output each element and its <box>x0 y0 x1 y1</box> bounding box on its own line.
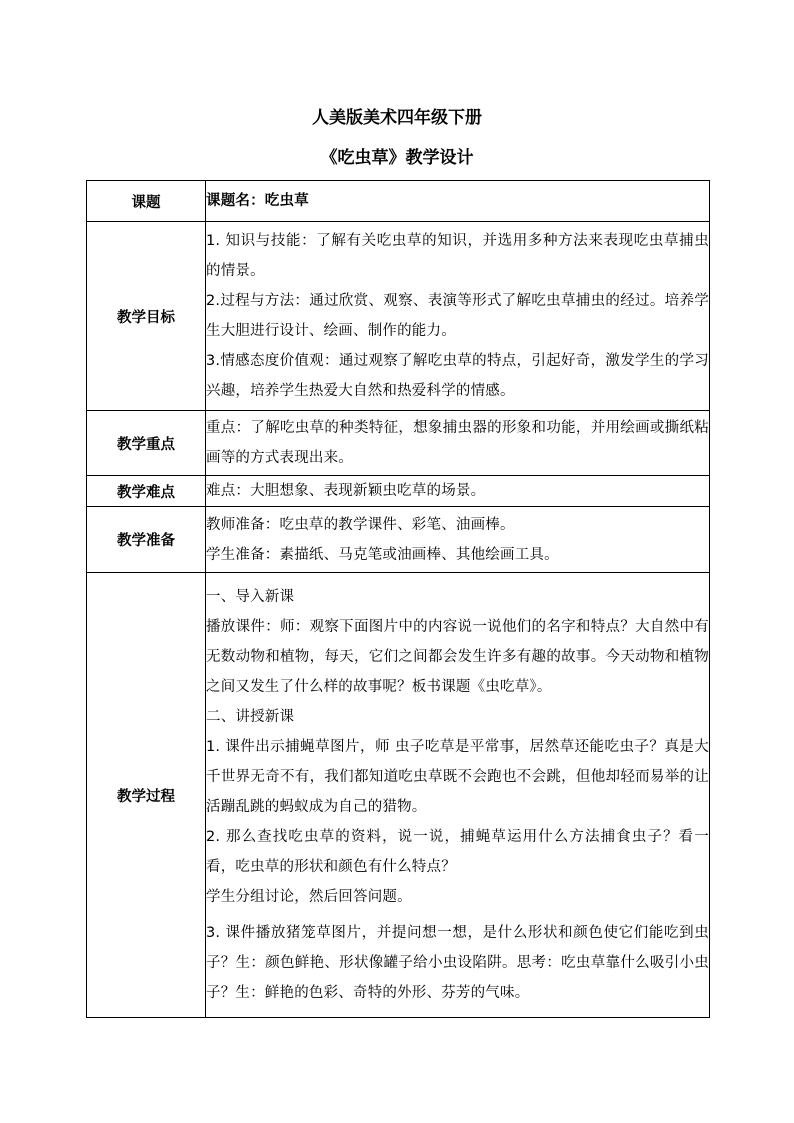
goal-item: 2.过程与方法：通过欣赏、观察、表演等形式了解吃虫草捕虫的经过。培养学生大胆进行设计、绘画、制作的能力。 <box>206 293 709 339</box>
focus-text: 重点：了解吃虫草的种类特征，想象捕虫器的形象和功能，并用绘画或撕纸粘画等的方式表现出来。 <box>206 420 709 466</box>
goals-label: 教学目标 <box>87 222 206 411</box>
prep-item: 学生准备：素描纸、马克笔或油画棒、其他绘画工具。 <box>206 546 559 563</box>
process-item: 二、讲授新课 <box>206 709 295 725</box>
difficulty-text: 难点：大胆想象、表现新颖虫吃草的场景。 <box>206 483 486 499</box>
focus-value <box>206 411 710 476</box>
topic-label: 课题 <box>87 181 206 222</box>
row-goals <box>87 222 710 411</box>
prep-content <box>206 507 710 573</box>
process-item: 1. 课件出示捕蝇草图片，师 虫子吃草是平常事，居然草还能吃虫子？真是大千世界无奇不有，我们都知道吃虫草既不会跑也不会跳，但他却轻而易举的让活蹦乱跳的蚂蚁成为自己的猎物。 <box>206 739 709 815</box>
goal-item: 3.情感态度价值观：通过观察了解吃虫草的特点，引起好奇，激发学生的学习兴趣，培养学生热爱大自然和热爱科学的情感。 <box>206 353 709 399</box>
goals-content <box>206 222 710 411</box>
difficulty-label: 教学难点 <box>87 476 206 507</box>
row-process <box>87 573 710 1018</box>
goal-item: 1. 知识与技能：了解有关吃虫草的知识，并选用多种方法来表现吃虫草捕虫的情景。 <box>206 233 709 279</box>
process-item: 3. 课件播放猪笼草图片，并提问想一想，是什么形状和颜色使它们能吃到虫子？生：颜色鲜艳、形状像罐子给小虫设陷阱。思考：吃虫草靠什么吸引小虫子？生：鲜艳的色彩、奇特的外形、芬芳的气味。 <box>206 925 709 1001</box>
difficulty-value <box>206 476 710 507</box>
topic-value: 课题名：吃虫草 <box>206 181 710 222</box>
process-item: 2. 那么查找吃虫草的资料，说一说，捕蝇草运用什么方法捕食虫子？看一看，吃虫草的形状和颜色有什么特点？ <box>206 829 709 875</box>
row-difficulty <box>87 476 710 507</box>
prep-label: 教学准备 <box>87 507 206 573</box>
process-item: 学生分组讨论，然后回答问题。 <box>206 889 412 905</box>
prep-item: 教师准备：吃虫草的教学课件、彩笔、油画棒。 <box>206 516 515 533</box>
document-subtitle: 《吃虫草》教学设计 <box>320 148 474 168</box>
row-prep <box>87 507 710 573</box>
row-topic <box>87 181 710 222</box>
process-label: 教学过程 <box>87 573 206 1018</box>
document-title: 人美版美术四年级下册 <box>312 108 482 128</box>
focus-label: 教学重点 <box>87 411 206 476</box>
row-focus <box>87 411 710 476</box>
lesson-plan-table <box>86 180 710 1018</box>
process-content <box>206 573 710 1018</box>
process-item: 播放课件：师：观察下面图片中的内容说一说他们的名字和特点？大自然中有无数动物和植物，每天，它们之间都会发生许多有趣的故事。今天动物和植物之间又发生了什么样的故事呢？板书课题《虫吃草》。 <box>206 619 709 695</box>
process-item: 一、导入新课 <box>206 589 295 605</box>
